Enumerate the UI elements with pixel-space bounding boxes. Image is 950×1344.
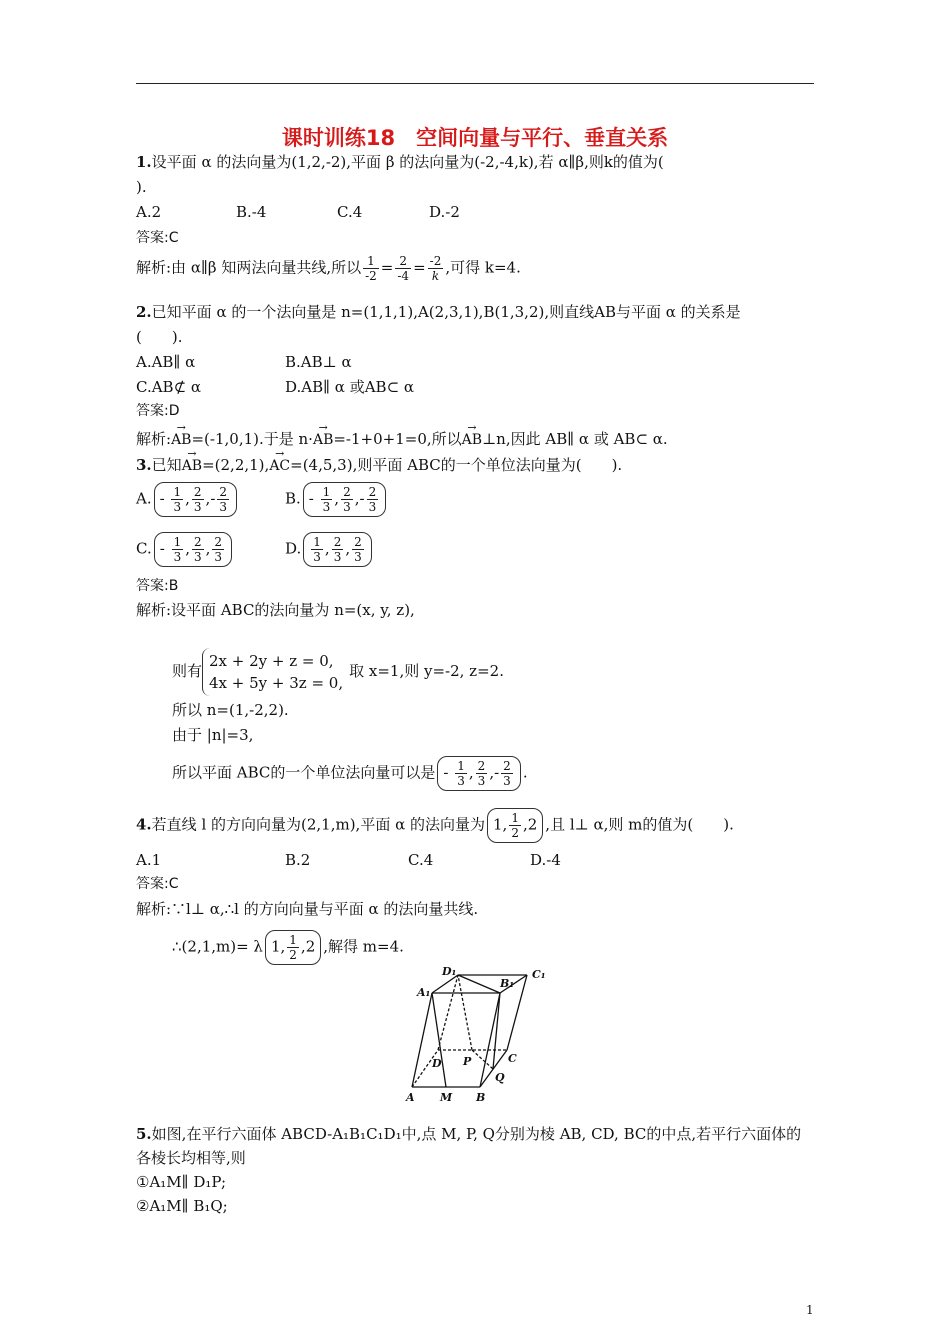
- header-rule: [136, 83, 814, 84]
- q5-stem-cont: 各棱长均相等,则: [136, 1149, 246, 1167]
- q3-stem: [136, 447, 623, 476]
- label-d: D: [432, 1057, 442, 1070]
- q3-option-c: C. - $\frac{1}{3}$ , $\frac{2}{3}$ , $\frac{2}{3}$: [136, 532, 234, 567]
- q2-solution: [136, 421, 668, 450]
- q2-solution-part2: =(-1,0,1).于是 n·: [191, 430, 313, 448]
- q2-option-d: D.AB∥ α 或AB⊂ α: [285, 378, 415, 396]
- q2-option-b: B.AB⊥ α: [285, 353, 352, 371]
- label-a: A: [406, 1091, 415, 1104]
- q3-option-a: A. - $\frac{1}{3}$ , $\frac{2}{3}$ ,- $\frac{2}{3}$: [136, 482, 239, 517]
- label-q: Q: [495, 1071, 505, 1084]
- q1-option-c: C.4: [337, 203, 363, 221]
- q3-solution-3: 所以 n=(1,-2,2).: [172, 701, 289, 719]
- q1-stem-text: 设平面 α 的法向量为(1,2,-2),平面 β 的法向量为(-2,-4,k),若 α∥β,则k的值为(: [151, 153, 664, 171]
- q2-number: 2.: [136, 303, 152, 321]
- q1-number: 1.: [136, 153, 152, 171]
- q2-answer: 答案:D: [136, 403, 180, 419]
- q1-option-d: D.-2: [429, 203, 460, 221]
- q2-solution-part4: ⊥n,因此 AB∥ α 或 AB⊂ α.: [482, 430, 668, 448]
- q3-vector-ac: AC →: [269, 447, 291, 474]
- q4-solution-2: ∴(2,1,m)= λ 1, $\frac{1}{2}$ ,2 ,解得 m=4.: [172, 930, 404, 965]
- label-c1: C₁: [532, 968, 546, 981]
- label-b1: B₁: [500, 977, 515, 990]
- q2-vector-ab-2: AB →: [312, 421, 334, 448]
- q4-option-c: C.4: [408, 851, 434, 869]
- q1-solution: 解析:由 α∥β 知两法向量共线,所以 $\frac{1}{-2}$ = $\frac{2}{-4}$ = $\frac{-2}{k}$ ,可得 k=4.: [136, 254, 521, 283]
- q4-solution-1: 解析:∵l⊥ α,∴l 的方向向量与平面 α 的法向量共线.: [136, 900, 479, 918]
- q2-vector-ab-3: AB →: [461, 421, 483, 448]
- q3-stem-b: =(2,2,1),: [202, 456, 270, 474]
- q1-solution-post: ,可得 k=4.: [445, 258, 521, 277]
- q3-option-d: D. $\frac{1}{3}$ , $\frac{2}{3}$ , $\frac{2}{3}$: [285, 532, 374, 567]
- q2-stem-text: 已知平面 α 的一个法向量是 n=(1,1,1),A(2,3,1),B(1,3,2),则直线AB与平面 α 的关系是: [151, 303, 741, 321]
- q1-solution-pre: 解析:由 α∥β 知两法向量共线,所以: [136, 258, 362, 277]
- q1-fraction-2: $\frac{2}{-4}$: [397, 254, 410, 283]
- q3-answer: 答案:B: [136, 578, 179, 594]
- parallelepiped-figure: [400, 965, 560, 1105]
- line-d1b1: [458, 975, 500, 993]
- page-title: 课时训练18 空间向量与平行、垂直关系: [281, 126, 669, 150]
- q1-fraction-1: $\frac{1}{-2}$: [365, 254, 377, 283]
- label-a1: A₁: [417, 986, 431, 999]
- q3-solution-1: 解析:设平面 ABC的法向量为 n=(x, y, z),: [136, 601, 415, 619]
- q2-stem-cont: ( ).: [136, 328, 183, 346]
- q5-item-1: ①A₁M∥ D₁P;: [136, 1173, 226, 1191]
- q3-number: 3.: [136, 456, 152, 474]
- q2-option-a: A.AB∥ α: [136, 353, 196, 371]
- label-d1: D₁: [442, 965, 457, 978]
- q3-vector-ab: AB →: [181, 447, 203, 474]
- q3-stem-c: =(4,5,3),则平面 ABC的一个单位法向量为( ).: [290, 456, 623, 474]
- label-m: M: [440, 1091, 453, 1104]
- q3-stem-a: 已知: [151, 456, 182, 474]
- q5-item-2: ②A₁M∥ B₁Q;: [136, 1197, 228, 1215]
- line-a1m: [432, 993, 446, 1087]
- q3-option-b: B. - $\frac{1}{3}$ , $\frac{2}{3}$ ,- $\frac{2}{3}$: [285, 482, 388, 517]
- q1-stem: [136, 152, 664, 172]
- q1-fraction-3: $\frac{-2}{k}$: [429, 254, 442, 283]
- q4-stem: 4.若直线 l 的方向向量为(2,1,m),平面 α 的法向量为 1, $\frac{1}{2}$ ,2 ,且 l⊥ α,则 m的值为( ).: [136, 808, 734, 843]
- q1-option-b: B.-4: [236, 203, 267, 221]
- q3-equation-system: 2x + 2y + z = 0, 4x + 5y + 3z = 0,: [202, 648, 349, 696]
- q3-solution-4: 由于 |n|=3,: [172, 726, 254, 744]
- label-p: P: [463, 1055, 472, 1068]
- q4-option-b: B.2: [285, 851, 311, 869]
- q2-stem: [136, 302, 741, 322]
- line-d1p: [458, 975, 472, 1050]
- q2-vector-ab-1: AB →: [171, 421, 192, 448]
- q2-solution-label: 解析:: [136, 430, 172, 448]
- line-pq: [472, 1050, 493, 1069]
- line-b1q: [493, 993, 500, 1069]
- q4-answer: 答案:C: [136, 876, 179, 892]
- q3-solution-system: 则有 2x + 2y + z = 0, 4x + 5y + 3z = 0, 取 x=1,则 y=-2, z=2.: [172, 648, 504, 696]
- q1-stem-cont: ).: [136, 178, 147, 196]
- q1-option-a: A.2: [136, 203, 162, 221]
- q2-solution-part3: =-1+0+1=0,所以: [333, 430, 462, 448]
- label-c: C: [508, 1052, 517, 1065]
- q3-solution-5: 所以平面 ABC的一个单位法向量可以是 - $\frac{1}{3}$ , $\frac{2}{3}$ ,- $\frac{2}{3}$ .: [172, 756, 528, 791]
- q2-option-c: C.AB⊄ α: [136, 378, 202, 396]
- q5-stem: 5.如图,在平行六面体 ABCD-A₁B₁C₁D₁中,点 M, P, Q分别为棱 AB, CD, BC的中点,若平行六面体的: [136, 1125, 802, 1143]
- q4-option-d: D.-4: [530, 851, 561, 869]
- q4-option-a: A.1: [136, 851, 162, 869]
- q1-answer: 答案:C: [136, 230, 179, 246]
- page-number: 1: [806, 1303, 814, 1317]
- label-b: B: [476, 1091, 486, 1104]
